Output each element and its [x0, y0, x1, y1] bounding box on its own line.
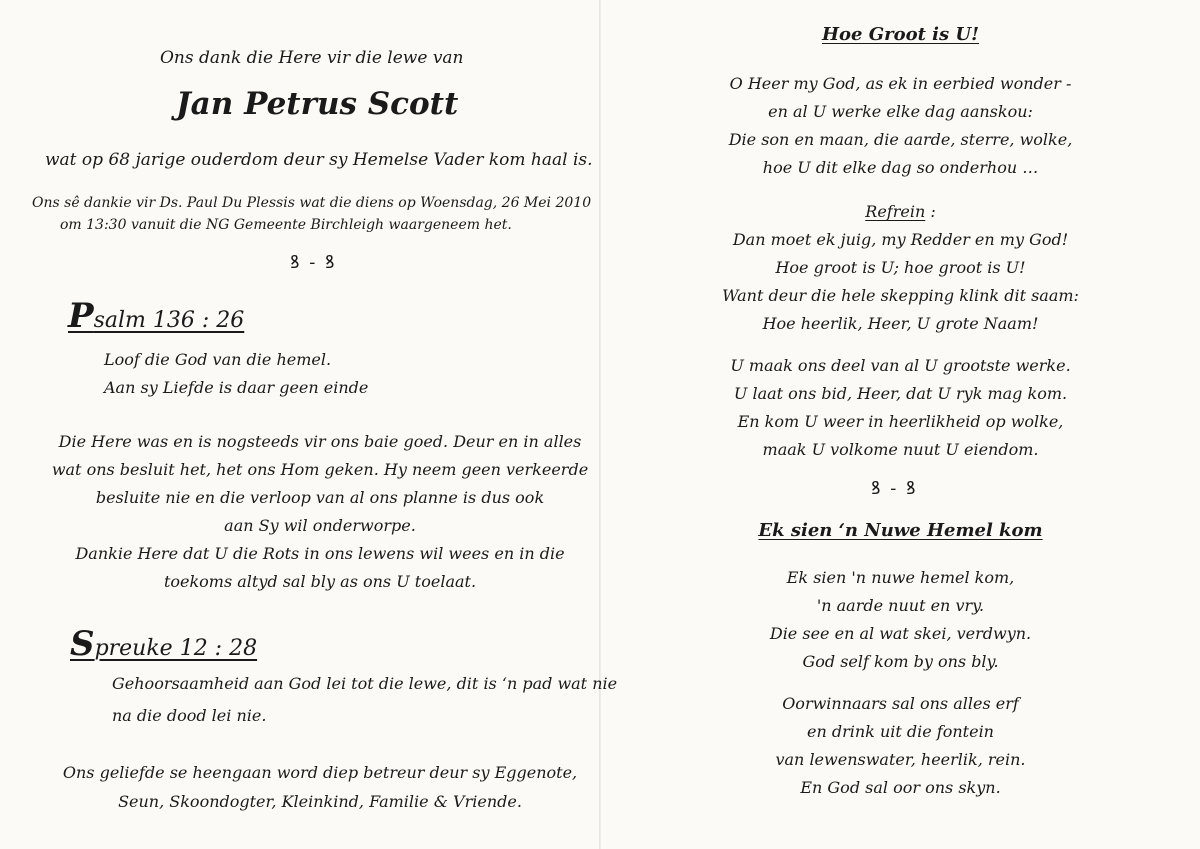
- intro-line: Ons dank die Here vir die lewe van: [160, 48, 464, 68]
- thanks-line: om 13:30 vanuit die NG Gemeente Birchleigh waargeneem het.: [60, 217, 512, 233]
- psalm-verse: [104, 346, 368, 402]
- paragraph-line: Dankie Here dat U die Rots in ons lewens wil wees en in die: [75, 544, 565, 563]
- refrein-colon: :: [925, 202, 936, 221]
- tribute-paragraph: [40, 428, 600, 596]
- verse-line: O Heer my God, as ek in eerbied wonder -: [729, 74, 1072, 93]
- ornament-divider: ꝸ - ꝸ: [871, 478, 918, 499]
- right-page: [601, 0, 1200, 849]
- hymn-title: Ek sien ‘n Nuwe Hemel kom: [758, 520, 1043, 541]
- hymn-verse: [601, 352, 1200, 464]
- refrein-label: [601, 202, 1200, 221]
- paragraph-line: toekoms altyd sal bly as ons U toelaat.: [163, 572, 477, 591]
- spreuke-verse: [112, 668, 617, 732]
- verse-line: Dan moet ek juig, my Redder en my God!: [732, 230, 1069, 249]
- refrein-word: Refrein: [865, 202, 926, 221]
- spreuke-heading: [70, 624, 257, 664]
- verse-line: God self kom by ons bly.: [802, 652, 999, 671]
- verse-line: maak U volkome nuut U eiendom.: [762, 440, 1039, 459]
- verse-line: En kom U weer in heerlikheid op wolke,: [737, 412, 1064, 431]
- psalm-reference: salm 136 : 26: [93, 308, 245, 333]
- ornament-divider: ꝸ - ꝸ: [290, 252, 337, 273]
- verse-line: Hoe groot is U; hoe groot is U!: [775, 258, 1026, 277]
- verse-line: Loof die God van die hemel.: [104, 350, 332, 369]
- verse-line: Aan sy Liefde is daar geen einde: [104, 378, 369, 397]
- verse-line: Gehoorsaamheid aan God lei tot die lewe, dit is ‘n pad wat nie: [112, 674, 618, 693]
- verse-line: Hoe heerlik, Heer, U grote Naam!: [762, 314, 1039, 333]
- verse-line: U laat ons bid, Heer, dat U ryk mag kom.: [733, 384, 1068, 403]
- hymn-verse: [601, 564, 1200, 676]
- closing-line: Ons geliefde se heengaan word diep betreur deur sy Eggenote,: [62, 763, 578, 782]
- thanks-block: [32, 192, 592, 236]
- psalm-heading: [68, 296, 244, 336]
- deceased-name: Jan Petrus Scott: [176, 86, 459, 122]
- hymn-title: Hoe Groot is U!: [821, 24, 980, 45]
- verse-line: hoe U dit elke dag so onderhou …: [762, 158, 1039, 177]
- closing-line: Seun, Skoondogter, Kleinkind, Familie & Vriende.: [118, 792, 522, 811]
- paragraph-line: wat ons besluit het, het ons Hom geken. Hy neem geen verkeerde: [51, 460, 589, 479]
- closing-notice: [40, 758, 600, 816]
- paragraph-line: besluite nie en die verloop van al ons planne is dus ook: [95, 488, 545, 507]
- spreuke-reference: preuke 12 : 28: [94, 636, 258, 661]
- psalm-initial: P: [68, 296, 94, 336]
- verse-line: Oorwinnaars sal ons alles erf: [782, 694, 1019, 713]
- verse-line: en al U werke elke dag aanskou:: [768, 102, 1033, 121]
- thanks-line: Ons sê dankie vir Ds. Paul Du Plessis wat die diens op Woensdag, 26 Mei 2010: [32, 195, 592, 211]
- age-line: wat op 68 jarige ouderdom deur sy Hemelse Vader kom haal is.: [45, 150, 593, 170]
- hymn-verse: [601, 690, 1200, 802]
- verse-line: Ek sien 'n nuwe hemel kom,: [786, 568, 1015, 587]
- verse-line: Die see en al wat skei, verdwyn.: [769, 624, 1032, 643]
- verse-line: Die son en maan, die aarde, sterre, wolke,: [728, 130, 1073, 149]
- verse-line: 'n aarde nuut en vry.: [816, 596, 985, 615]
- verse-line: Want deur die hele skepping klink dit saam:: [722, 286, 1079, 305]
- paragraph-line: aan Sy wil onderworpe.: [224, 516, 416, 535]
- refrein-verse: [601, 226, 1200, 338]
- hymn-verse: [601, 70, 1200, 182]
- verse-line: van lewenswater, heerlik, rein.: [775, 750, 1026, 769]
- spreuke-initial: S: [70, 624, 95, 664]
- verse-line: U maak ons deel van al U grootste werke.: [730, 356, 1071, 375]
- verse-line: en drink uit die fontein: [807, 722, 994, 741]
- paragraph-line: Die Here was en is nogsteeds vir ons baie goed. Deur en in alles: [58, 432, 582, 451]
- verse-line: En God sal oor ons skyn.: [800, 778, 1001, 797]
- verse-line: na die dood lei nie.: [112, 706, 267, 725]
